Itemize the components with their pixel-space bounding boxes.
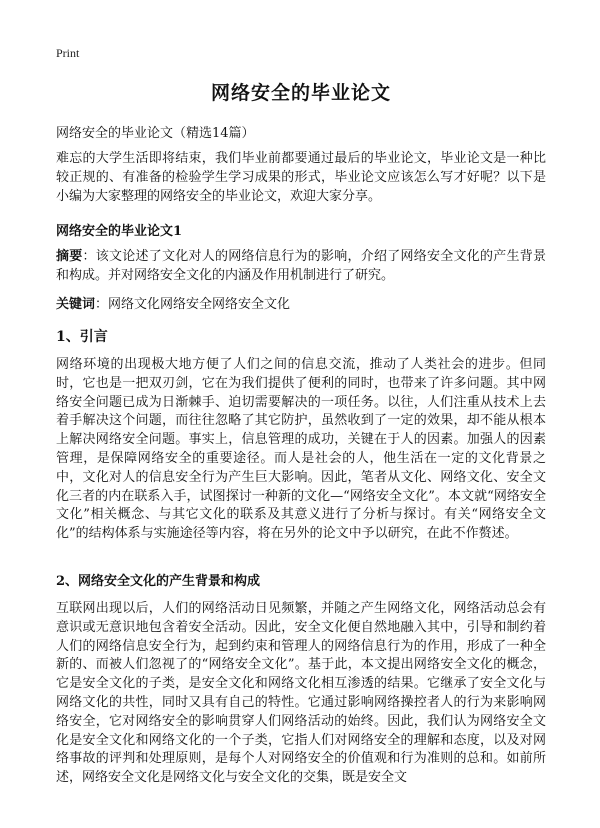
article-heading: 网络安全的毕业论文1 (56, 224, 183, 239)
section2-heading: 2、网络安全文化的产生背景和构成 (56, 574, 261, 589)
print-label: Print (56, 46, 80, 60)
abstract-text: ：该文论述了文化对人的网络信息行为的影响，介绍了网络安全文化的产生背景和构成。并对网络安全文化的内涵及作用机制进行了研究。 (56, 249, 546, 283)
section1-paragraph: 网络环境的出现极大地方便了人们之间的信息交流，推动了人类社会的进步。但同时，它也是一把双刃剑，它在为我们提供了便利的同时，也带来了许多问题。其中网络安全问题已成为日渐棘手、迫切需要解决的一项任务。以往，人们注重从技术上去着手解决这个问题，而往往忽略了其它防护，虽然收到了一定的效果，却不能从根本上解决网络安全问题。事实上，信息管理的成功，关键在于人的因素。加强人的因素管理，是保障网络安全的重要途径。而人是社会的人，他生活在一定的文化背景之中，文化对人的信息安全行为产生巨大影响。因此，笔者从文化、网络文化、安全文化三者的内在联系入手，试图探讨一种新的文化—“网络安全文化”。本文就“网络安全文化”相关概念、与其它文化的联系及其意义进行了分析与探讨。有关“网络安全文化”的结构体系与实施途径等内容，将在另外的论文中予以研究，在此不作赘述。 (56, 357, 546, 542)
intro-paragraph: 难忘的大学生活即将结束，我们毕业前都要通过最后的毕业论文，毕业论文是一种比较正规的、有准备的检验学生学习成果的形式，毕业论文应该怎么写才好呢？以下是小编为大家整理的网络安全的毕业论文，欢迎大家分享。 (56, 151, 546, 204)
keywords-label: 关键词 (56, 297, 96, 312)
section1-heading: 1、引言 (56, 329, 108, 345)
abstract-label: 摘要 (56, 249, 83, 264)
keywords-text: ：网络文化网络安全网络安全文化 (95, 297, 291, 312)
document-subtitle: 网络安全的毕业论文（精选14篇） (56, 126, 255, 141)
document-title: 网络安全的毕业论文 (210, 82, 391, 104)
keywords-paragraph (56, 296, 546, 315)
section2-paragraph: 互联网出现以后，人们的网络活动日见频繁，并随之产生网络文化，网络活动总会有意识或无意识地包含着安全活动。因此，安全文化便自然地融入其中，引导和制约着人们的网络信息安全行为，起到约束和管理人的网络信息行为的作用，形成了一种全新的、而被人们忽视了的“网络安全文化”。基于此，本文提出网络安全文化的概念，它是安全文化的子类，是安全文化和网络文化相互渗透的结果。它继承了安全文化与网络文化的共性，同时又具有自己的特性。它通过影响网络操控者人的行为来影响网络安全，它对网络安全的影响贯穿人们网络活动的始终。因此，我们认为网络安全文化是安全文化和网络文化的一个子类，它指人们对网络安全的理解和态度，以及对网络事故的评判和处理原则，是每个人对网络安全的价值观和行为准则的总和。如前所述，网络安全文化是网络文化与安全文化的交集，既是安全文 (56, 601, 546, 786)
abstract-paragraph (56, 248, 546, 286)
